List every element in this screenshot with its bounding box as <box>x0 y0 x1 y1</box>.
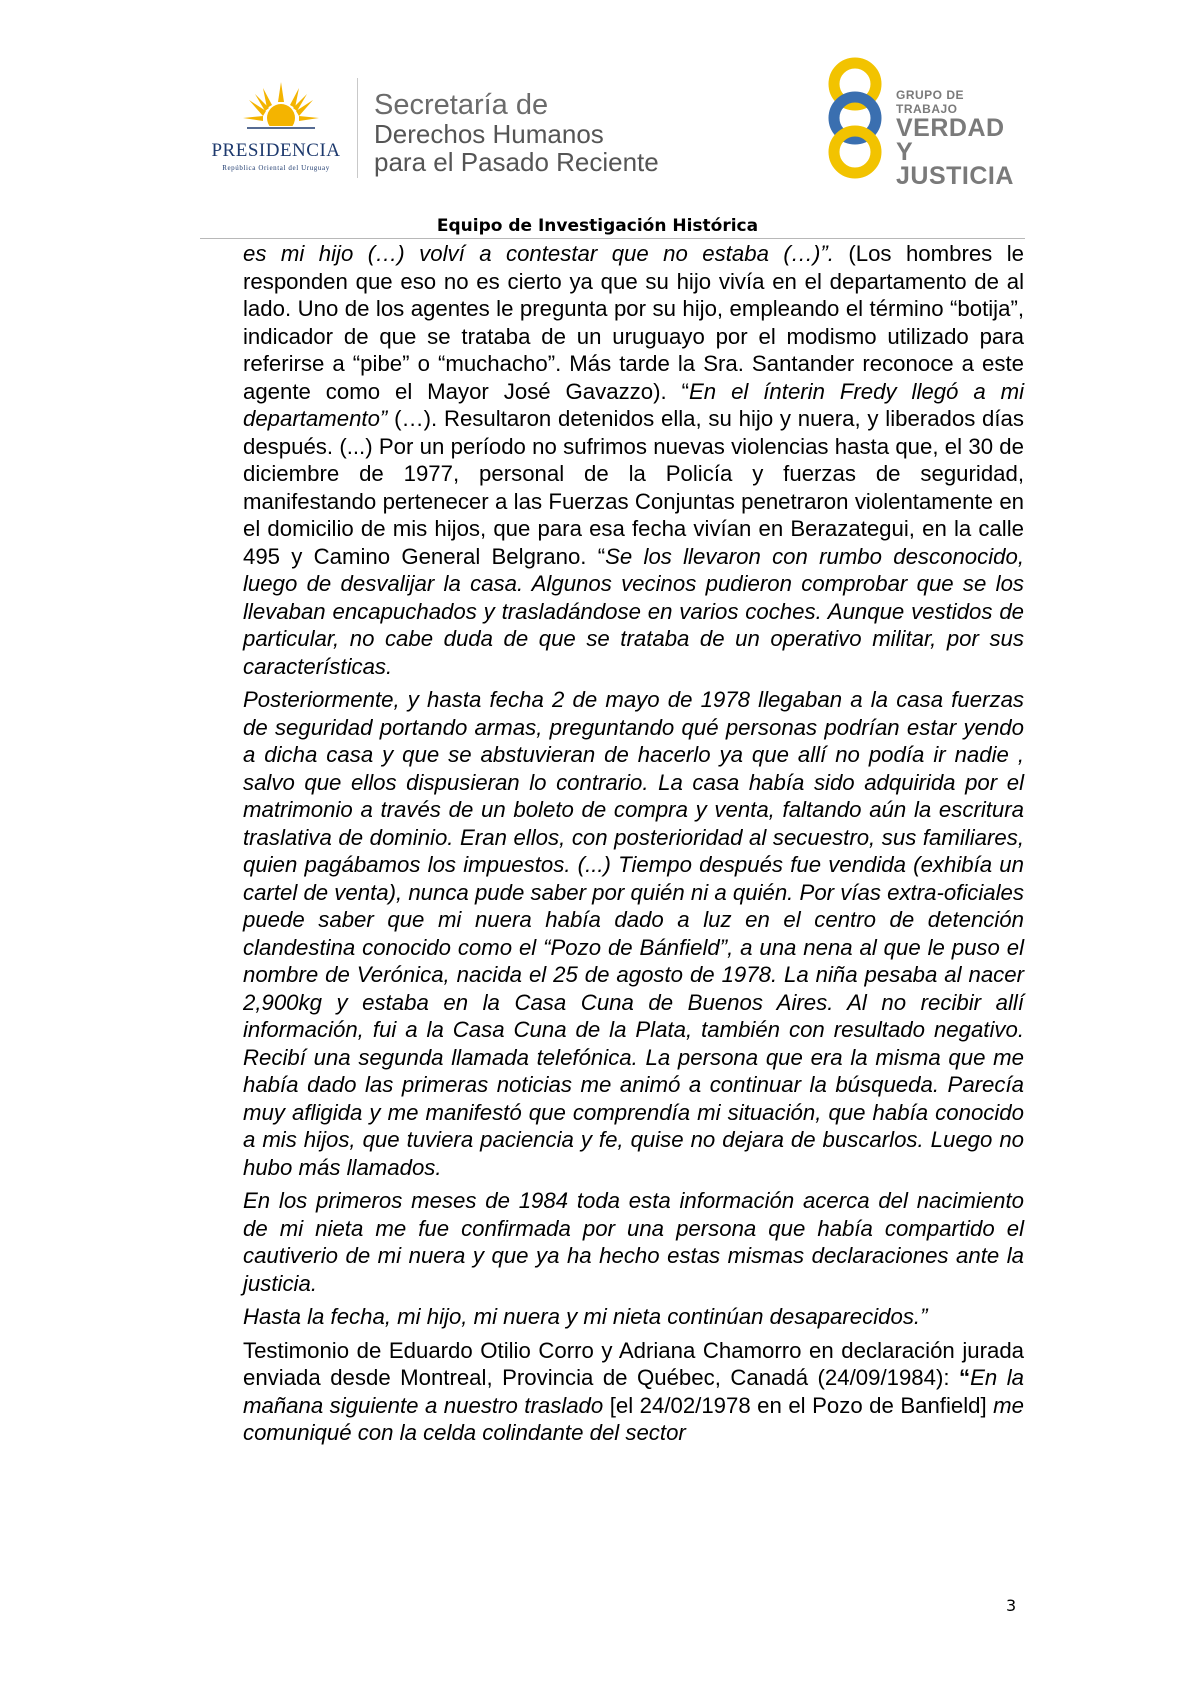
paragraph-1 <box>243 240 1024 680</box>
quote-segment: En la mañana siguiente a nuestro traslado <box>243 1365 1024 1418</box>
grupo-line-3: JUSTICIA <box>896 162 1014 190</box>
quote-segment: En el ínterin Fredy llegó a mi departamento” <box>243 378 1025 431</box>
paragraph-5 <box>243 1337 1024 1447</box>
text-segment: (…). Resultaron detenidos ella, su hijo y nuera, y liberados días después. (...) Por un período no sufrimos nuevas violencias hasta que, el 30 de diciembre de 1977, personal de la Policía y fuerzas de seguridad, manifestando pertenecer a las Fuerzas Conjuntas penetraron violentamente en el domicilio de mis hijos, que para esa fecha vivían en Berazategui, en la calle 495 y Camino General Belgrano. “ <box>243 406 1024 569</box>
quote-segment: Se los llevaron con rumbo desconocido, luego de desvalijar la casa. Algunos vecinos pudieron comprobar que se los llevaban encapuchados y trasladándose en varios coches. Aunque vestidos de particular, no cabe duda de que se trataba de un operativo militar, por sus características. <box>243 543 1024 679</box>
text-segment: (Los hombres le responden que eso no es cierto ya que su hijo vivía en el departamento de al lado. Uno de los agentes le pregunta por su hijo, empleando el término “botija”, indicador de que se trataba de un uruguayo por el modismo utilizado para referirse a “pibe” o “muchacho”. Más tarde la Sra. Santander reconoce a este agente como el Mayor José Gavazzo). “ <box>243 241 1024 404</box>
text-segment: [el 24/02/1978 en el Pozo de Banfield] <box>603 1392 994 1418</box>
quote-segment: En los primeros meses de 1984 toda esta información acerca del nacimiento de mi nieta me fue confirmada por una persona que había compartido el cautiverio de mi nuera y que ya ha hecho estas mismas declaraciones ante la justicia. <box>243 1188 1024 1296</box>
presidencia-name: PRESIDENCIA <box>211 140 341 161</box>
quote-segment: Hasta la fecha, mi hijo, mi nuera y mi nieta continúan desaparecidos.” <box>243 1304 928 1329</box>
grupo-trabajo-logo <box>820 56 1020 190</box>
interlocked-rings-icon <box>820 56 890 181</box>
grupo-line-2: VERDAD Y <box>896 114 1005 166</box>
sun-emblem-icon <box>241 80 321 140</box>
presidencia-logo <box>196 80 356 175</box>
quote-segment: me comuniqué con la celda colindante del sector <box>243 1392 1024 1445</box>
header-rule <box>200 238 1025 239</box>
paragraph-3 <box>243 1187 1024 1297</box>
quote-segment: Posteriormente, y hasta fecha 2 de mayo de 1978 llegaban a la casa fuerzas de seguridad portando armas, preguntando qué personas podrían estar yendo a dicha casa y que se abstuvieran de hacerlo ya que allí no podía ir nadie , salvo que ellos dispusieran lo contrario. La casa había sido adquirida por el matrimonio a través de un boleto de compra y venta, faltando aún la escritura traslativa de dominio. Eran ellos, con posterioridad al secuestro, sus familiares, quien pagábamos los impuestos. (...) Tiempo después fue vendida (exhibía un cartel de venta), nunca pude saber por quién ni a quién. Por vías extra-oficiales puede saber que mi nuera había dado a luz en el centro de detención clandestina conocido como el “Pozo de Bánfield”, a una nena al que le puso el nombre de Verónica, nacida el 25 de agosto de 1978. La niña pesaba al nacer 2,900kg y estaba en la Casa Cuna de Buenos Aires. Al no recibir allí información, fui a la Casa Cuna de la Plata, también con resultado negativo. Recibí una segunda llamada telefónica. La persona que era la misma que me había dado las primeras noticias me animó a continuar la búsqueda. Parecía muy afligida y me manifestó que comprendía mi situación, que había conocido a mis hijos, que tuviera paciencia y fe, quise no dejara de buscarlos. Luego no hubo más llamados. <box>243 687 1024 1180</box>
secretaria-line-3: para el Pasado Reciente <box>374 147 659 177</box>
presidencia-subtitle: República Oriental del Uruguay <box>222 164 330 172</box>
secretaria-line-1: Secretaría de <box>374 89 549 121</box>
paragraph-2 <box>243 686 1024 1181</box>
quote-segment: es mi hijo (…) volví a contestar que no estaba (…)”. <box>243 241 834 266</box>
text-segment: Testimonio de Eduardo Otilio Corro y Adriana Chamorro en declaración jurada enviada desde Montreal, Provincia de Québec, Canadá (24/09/1984): <box>243 1337 1024 1390</box>
document-body <box>243 240 1024 1447</box>
bold-quote-mark: “ <box>959 1365 971 1390</box>
grupo-line-1: GRUPO DE TRABAJO <box>896 88 965 116</box>
logo-divider <box>357 78 358 178</box>
document-header <box>0 0 1190 240</box>
grupo-trabajo-text <box>896 88 1020 188</box>
secretaria-line-2: Derechos Humanos <box>374 119 604 149</box>
team-title: Equipo de Investigación Histórica <box>436 216 759 236</box>
secretaria-logo-text <box>374 90 659 176</box>
paragraph-4 <box>243 1303 1024 1331</box>
page-number: 3 <box>1006 1596 1017 1615</box>
